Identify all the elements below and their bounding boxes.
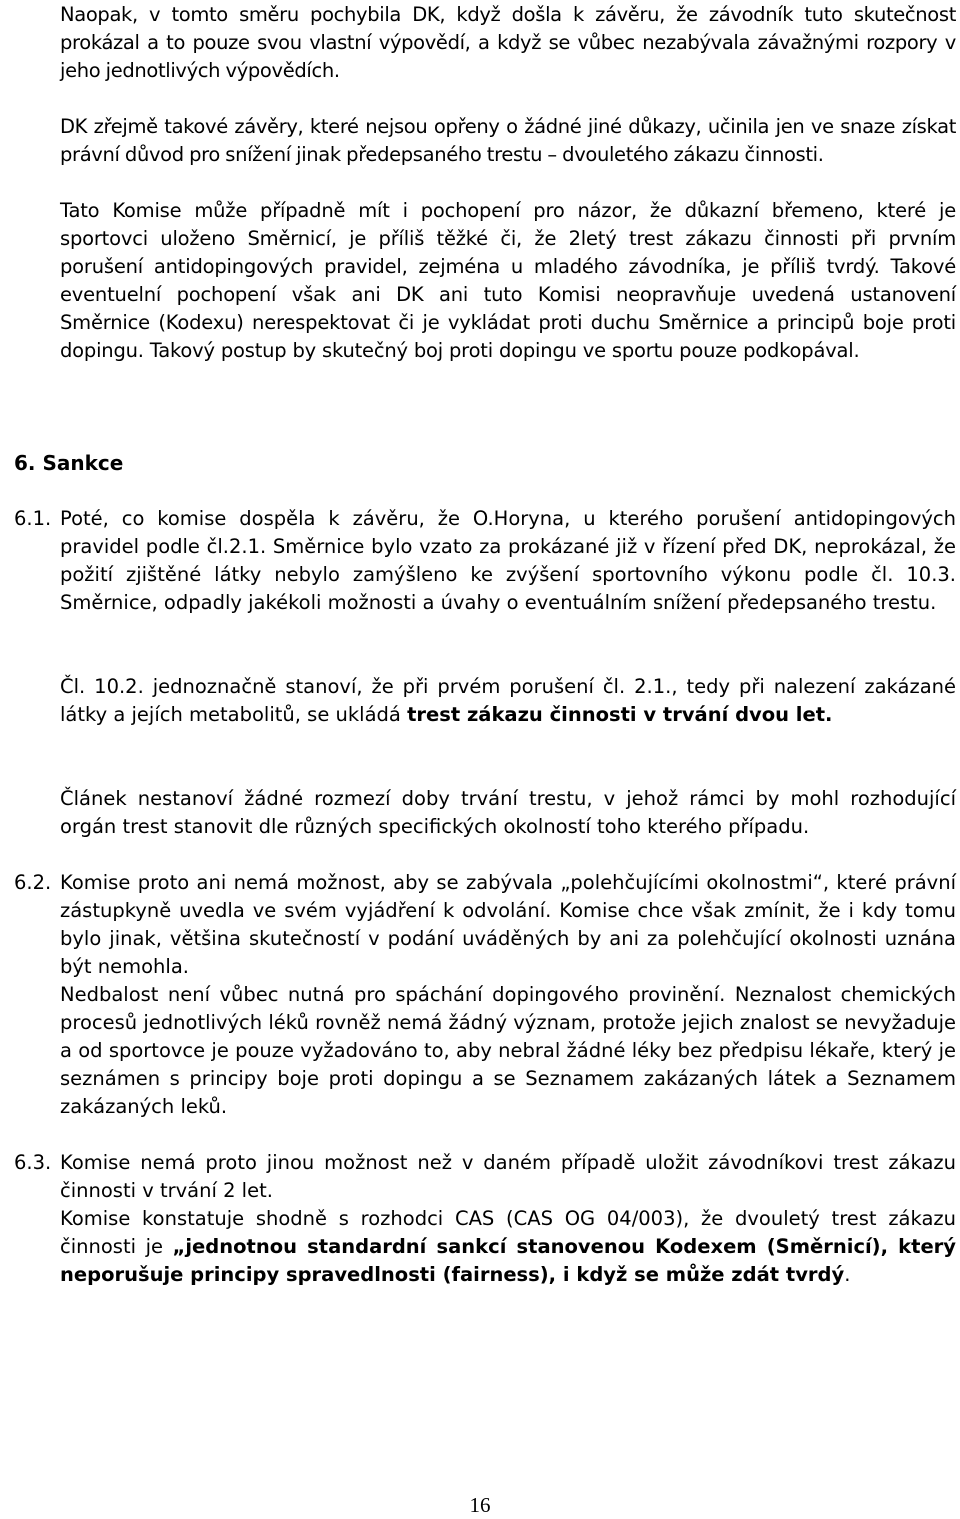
konstatuje-text: Komise konstatuje shodně s rozhodci CAS (CAS OG 04/003), že dvouletý trest zákazu činnosti je	[60, 1207, 956, 1258]
item-number-6-1: 6.1.	[14, 507, 52, 530]
item-text-6-3: Komise nemá proto jinou možnost než v daném případě uložit závodníkovi trest zákazu činnosti v trvání 2 let.	[60, 1151, 956, 1202]
paragraph-dk-conclusions: DK zřejmě takové závěry, které nejsou opřeny o žádné jiné důkazy, učinila jen ve snaze získat právní důvod pro snížení jinak předepsaného trestu – dvouletého zákazu činnosti.	[60, 115, 956, 166]
paragraph-dk-error: Naopak, v tomto směru pochybila DK, když došla k závěru, že závodník tuto skutečnost prokázal a to pouze svou vlastní výpovědí, a když se vůbec nezabývala závažnými rozpory v jeho jednotlivých výpovědích.	[60, 3, 956, 82]
konstatuje-end: .	[844, 1263, 851, 1286]
paragraph-nedbalost: Nedbalost není vůbec nutná pro spáchání dopingového provinění. Neznalost chemických procesů jednotlivých léků rovněž nemá žádný význam, protože jejich znalost se nevyžaduje a od sportovce je pouze vyžadováno to, aby nebral žádné léky bez předpisu lékaře, který je seznámen s principy boje proti dopingu a se Seznamem zakázaných látek a Seznamem zakázaných leků.	[60, 983, 956, 1118]
item-text-6-1: Poté, co komise dospěla k závěru, že O.Horyna, u kterého porušení antidopingových pravidel podle čl.2.1. Směrnice bylo vzato za prokázané již v řízení před DK, neprokázal, že požití zjištěné látky nebylo zamýšleno ke zvýšení sportovního výkonu podle čl. 10.3. Směrnice, odpadly jakékoli možnosti a úvahy o eventuálním snížení předepsaného trestu.	[60, 507, 956, 614]
paragraph-clanek: Článek nestanoví žádné rozmezí doby trvání trestu, v jehož rámci by mohl rozhodující orgán trest stanovit dle různých specifických okolností toho kterého případu.	[60, 787, 956, 838]
cl-10-2-bold: trest zákazu činnosti v trvání dvou let.	[407, 703, 833, 726]
konstatuje-bold: „jednotnou standardní sankcí stanovenou Kodexem (Směrnicí), který neporušuje principy spravedlnosti (fairness), i když se může zdát tvrdý	[60, 1235, 956, 1286]
paragraph-cl-10-2	[60, 673, 956, 729]
page-number: 16	[469, 1493, 491, 1517]
paragraph-commission-understanding: Tato Komise může případně mít i pochopení pro názor, že důkazní břemeno, které je sportovci uloženo Směrnicí, je příliš těžké či, že 2letý trest zákazu činnosti při prvním porušení antidopingových pravidel, zejména u mladého závodníka, je příliš tvrdý. Takové eventuelní pochopení však ani DK ani tuto Komisi neopravňuje uvedená ustanovení Směrnice (Kodexu) nerespektovat či je vykládat proti duchu Směrnice a principů boje proti dopingu. Takový postup by skutečný boj proti dopingu ve sportu pouze podkopával.	[60, 199, 956, 362]
section-heading-sankce: 6. Sankce	[14, 451, 124, 475]
paragraph-konstatuje	[60, 1205, 956, 1289]
item-number-6-2: 6.2.	[14, 871, 52, 894]
cl-10-2-text: Čl. 10.2. jednoznačně stanoví, že při prvém porušení čl. 2.1., tedy při nalezení zakázané látky a jejích metabolitů, se ukládá	[60, 675, 956, 726]
item-text-6-2: Komise proto ani nemá možnost, aby se zabývala „polehčujícími okolnostmi“, které právní zástupkyně uvedla ve svém vyjádření k odvolání. Komise chce však zmínit, že i kdy tomu bylo jinak, většina skutečností v podání uváděných by ani za polehčující okolnosti uznána být nemohla.	[60, 871, 956, 978]
item-number-6-3: 6.3.	[14, 1151, 52, 1174]
